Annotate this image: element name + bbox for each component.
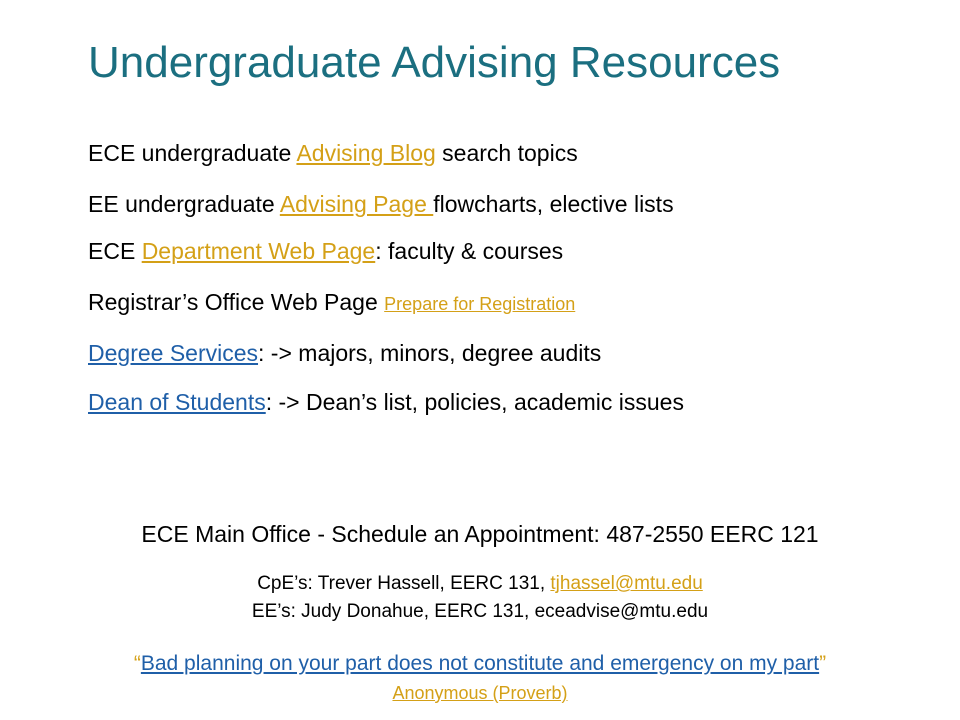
line-text: EE undergraduate xyxy=(88,191,280,217)
line-text: flowcharts, elective lists xyxy=(433,191,674,217)
degree-services-line xyxy=(88,340,601,367)
prepare-registration-link[interactable]: Prepare for Registration xyxy=(384,294,576,314)
line-text: ECE undergraduate xyxy=(88,140,297,166)
contact-text: CpE’s: Trever Hassell, EERC 131, xyxy=(257,573,551,594)
line-text: ECE xyxy=(88,238,142,264)
line-text: Registrar’s Office Web Page xyxy=(88,289,385,315)
dean-of-students-line xyxy=(88,389,684,416)
quote xyxy=(0,652,960,676)
registrar-line xyxy=(88,289,575,316)
cpe-email-link[interactable]: tjhassel@mtu.edu xyxy=(550,573,703,594)
quote-attribution xyxy=(0,683,960,704)
line-text: : -> Dean’s list, policies, academic issues xyxy=(265,389,684,415)
contact-text: EE’s: Judy Donahue, EERC 131, eceadvise@mtu.edu xyxy=(251,601,709,622)
department-web-page-link[interactable]: Department Web Page xyxy=(141,238,376,264)
advising-blog-link[interactable]: Advising Blog xyxy=(296,140,436,166)
line-text: : faculty & courses xyxy=(375,238,564,264)
line-text: search topics xyxy=(435,140,578,166)
dean-of-students-link[interactable]: Dean of Students xyxy=(88,389,266,415)
department-page-line xyxy=(88,238,563,265)
quote-link[interactable]: Bad planning on your part does not constitute and emergency on my part xyxy=(140,652,820,675)
degree-services-link[interactable]: Degree Services xyxy=(88,340,259,366)
advising-page-link[interactable]: Advising Page xyxy=(279,191,434,217)
cpe-contact xyxy=(0,573,960,595)
quote-close: ” xyxy=(819,652,827,675)
main-office-info: ECE Main Office - Schedule an Appointment: 487-2550 EERC 121 xyxy=(141,521,819,547)
ee-contact xyxy=(0,601,960,623)
line-text: : -> majors, minors, degree audits xyxy=(258,340,602,366)
page-title: Undergraduate Advising Resources xyxy=(88,38,781,87)
attribution-link[interactable]: Anonymous (Proverb) xyxy=(392,683,568,703)
advising-page-line xyxy=(88,191,674,218)
quote-open: “ xyxy=(133,652,141,675)
advising-blog-line xyxy=(88,140,578,167)
